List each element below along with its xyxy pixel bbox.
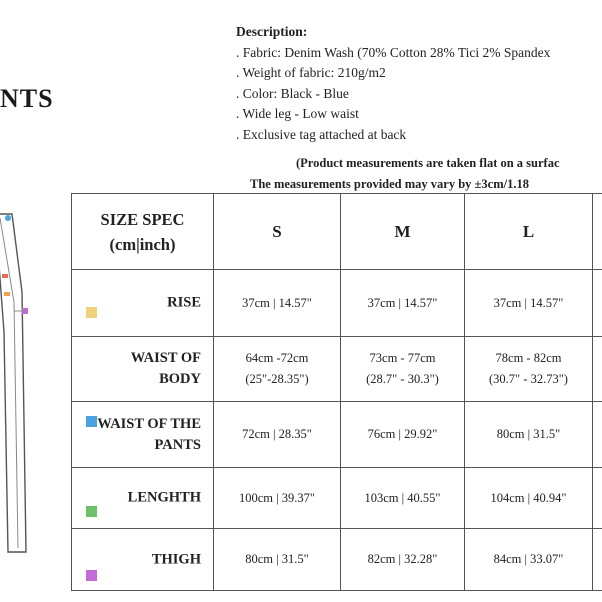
header-label: SIZE SPEC <box>100 209 185 229</box>
size-header-s: S <box>214 194 341 270</box>
table-cell: 37cm | 14.57" <box>341 270 465 337</box>
row-label: RISE <box>167 294 201 311</box>
header-unit: (cm|inch) <box>109 234 176 254</box>
row-label-cell <box>72 337 214 402</box>
size-spec-header <box>72 194 214 270</box>
table-cell <box>593 337 602 402</box>
marker-dot <box>4 292 10 296</box>
table-cell: 84cm | 33.07" <box>465 529 593 591</box>
table-cell: 80cm | 31.5" <box>465 402 593 468</box>
table-cell: 76cm | 29.92" <box>341 402 465 468</box>
description-heading: Description: <box>236 24 308 39</box>
table-row <box>72 337 602 402</box>
description-line: . Color: Black - Blue <box>236 85 349 101</box>
table-cell: 104cm | 40.94" <box>465 468 593 529</box>
row-label: LENGHTH <box>127 489 201 506</box>
row-label-cell <box>72 270 214 337</box>
cell-line: 64cm -72cm <box>245 351 309 365</box>
table-cell <box>593 402 602 468</box>
description-line: . Wide leg - Low waist <box>236 106 359 121</box>
size-header-m: M <box>341 194 465 270</box>
row-label-cell <box>72 468 214 529</box>
table-header-row <box>72 194 602 270</box>
table-cell <box>214 337 341 402</box>
table-row <box>72 529 602 591</box>
description-block <box>236 22 602 145</box>
table-row <box>72 402 602 468</box>
pants-diagram <box>0 212 28 562</box>
table-cell: 100cm | 39.37" <box>214 468 341 529</box>
row-label-cell <box>72 402 214 468</box>
cell-line: (28.7" - 30.3") <box>366 372 439 386</box>
table-cell: 37cm | 14.57" <box>465 270 593 337</box>
measurement-note-line: The measurements provided may vary by ±3cm/1.18 <box>250 176 529 191</box>
table-row <box>72 468 602 529</box>
cell-line: (25"-28.35") <box>245 372 309 386</box>
row-label: WAIST OF THE <box>97 415 201 432</box>
cell-line: (30.7" - 32.73") <box>489 372 568 386</box>
table-cell <box>341 337 465 402</box>
cell-line: 78cm - 82cm <box>495 351 562 365</box>
row-label: PANTS <box>154 436 201 453</box>
marker-dot <box>5 215 11 221</box>
table-cell: 72cm | 28.35" <box>214 402 341 468</box>
table-cell <box>593 270 602 337</box>
measurement-note <box>250 153 602 194</box>
color-swatch <box>86 570 97 581</box>
description-line: . Weight of fabric: 210g/m2 <box>236 65 386 80</box>
color-swatch <box>86 416 97 427</box>
color-swatch <box>86 506 97 517</box>
measurement-note-line: (Product measurements are taken flat on a surfac <box>296 156 560 170</box>
size-table <box>71 193 602 591</box>
product-title: NTS <box>0 84 54 113</box>
table-cell: 103cm | 40.55" <box>341 468 465 529</box>
size-chart <box>71 193 602 593</box>
size-header-extra <box>593 194 602 270</box>
marker-dot <box>2 274 8 278</box>
table-row <box>72 270 602 337</box>
color-swatch <box>86 307 97 318</box>
pants-outline-icon <box>0 212 28 562</box>
description-line: . Fabric: Denim Wash (70% Cotton 28% Tici 2% Spandex <box>236 44 551 60</box>
table-cell: 37cm | 14.57" <box>214 270 341 337</box>
row-label: BODY <box>159 371 201 387</box>
row-label: THIGH <box>151 551 201 567</box>
size-header-l: L <box>465 194 593 270</box>
row-label-cell <box>72 529 214 591</box>
table-cell <box>465 337 593 402</box>
table-cell: 80cm | 31.5" <box>214 529 341 591</box>
table-cell <box>593 529 602 591</box>
cell-line: 73cm - 77cm <box>369 351 436 365</box>
table-cell: 82cm | 32.28" <box>341 529 465 591</box>
table-cell <box>593 468 602 529</box>
description-line: . Exclusive tag attached at back <box>236 126 407 142</box>
row-label: WAIST OF <box>130 350 201 366</box>
